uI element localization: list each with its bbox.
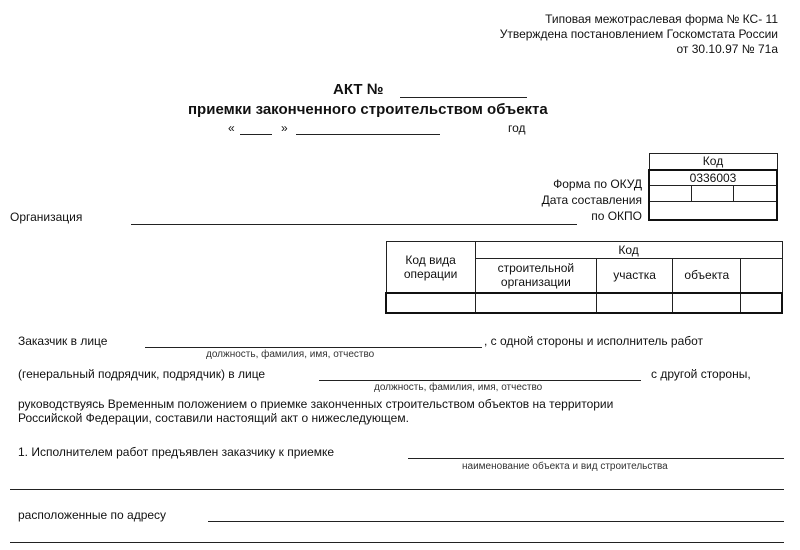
approval-date-label: от 30.10.97 № 71а [676,42,778,56]
extra-cell[interactable] [741,293,782,313]
organization-field[interactable] [131,224,577,225]
customer-hint: должность, фамилия, имя, отчество [206,349,375,360]
year-label: год [508,121,526,135]
paragraph-line-1: руководствуясь Временным положением о приемке законченных строительством объектов на территории [18,397,614,411]
codes-table [648,153,778,221]
address-label: расположенные по адресу [18,508,167,522]
construction-org-header: строительной организации [475,259,596,293]
object-continuation-field[interactable] [10,489,784,490]
date-compiled-label: Дата составления [541,193,642,207]
object-cell[interactable] [673,293,741,313]
address-field[interactable] [208,521,784,522]
section-header: участка [597,259,673,293]
okpo-label: по ОКПО [591,209,642,223]
date-day-field[interactable] [240,134,272,135]
paragraph-line-2: Российской Федерации, составили настоящий акт о нижеследующем. [18,411,409,425]
contractor-label: (генеральный подрядчик, подрядчик) в лице [18,367,266,381]
okpo-cell[interactable] [649,202,777,220]
item1-label: 1. Исполнителем работ предъявлен заказчику к приемке [18,445,335,459]
contractor-right-text: с другой стороны, [651,367,751,381]
extra-header-cell [741,259,782,293]
code-group-header: Код [475,242,782,259]
date-month-cell[interactable] [691,186,734,202]
date-close-quote: » [281,121,288,135]
customer-label: Заказчик в лице [18,334,108,348]
object-header: объекта [673,259,741,293]
act-number-field[interactable] [400,97,527,98]
section-cell[interactable] [597,293,673,313]
operation-codes-table [385,241,783,314]
organization-label: Организация [10,210,83,224]
contractor-hint: должность, фамилия, имя, отчество [374,382,543,393]
operation-type-header: Код вида операции [386,242,475,293]
customer-right-text: , с одной стороны и исполнитель работ [484,334,704,348]
contractor-representative-field[interactable] [319,380,641,381]
okud-label: Форма по ОКУД [553,177,642,191]
object-name-field[interactable] [408,458,784,459]
address-continuation-field[interactable] [10,542,784,543]
codes-header: Код [649,154,777,170]
act-subtitle: приемки законченного строительством объекта [188,101,548,118]
operation-type-cell[interactable] [386,293,475,313]
construction-org-cell[interactable] [475,293,596,313]
form-type-label: Типовая межотраслевая форма № КС- 11 [545,12,778,26]
okud-code: 0336003 [649,170,777,186]
approval-label: Утверждена постановлением Госкомстата России [499,27,778,41]
date-open-quote: « [228,121,235,135]
date-year-cell[interactable] [734,186,777,202]
customer-representative-field[interactable] [145,347,482,348]
object-name-hint: наименование объекта и вид строительства [462,461,668,472]
date-day-cell[interactable] [649,186,691,202]
act-title: АКТ № [333,81,384,98]
date-month-field[interactable] [296,134,440,135]
